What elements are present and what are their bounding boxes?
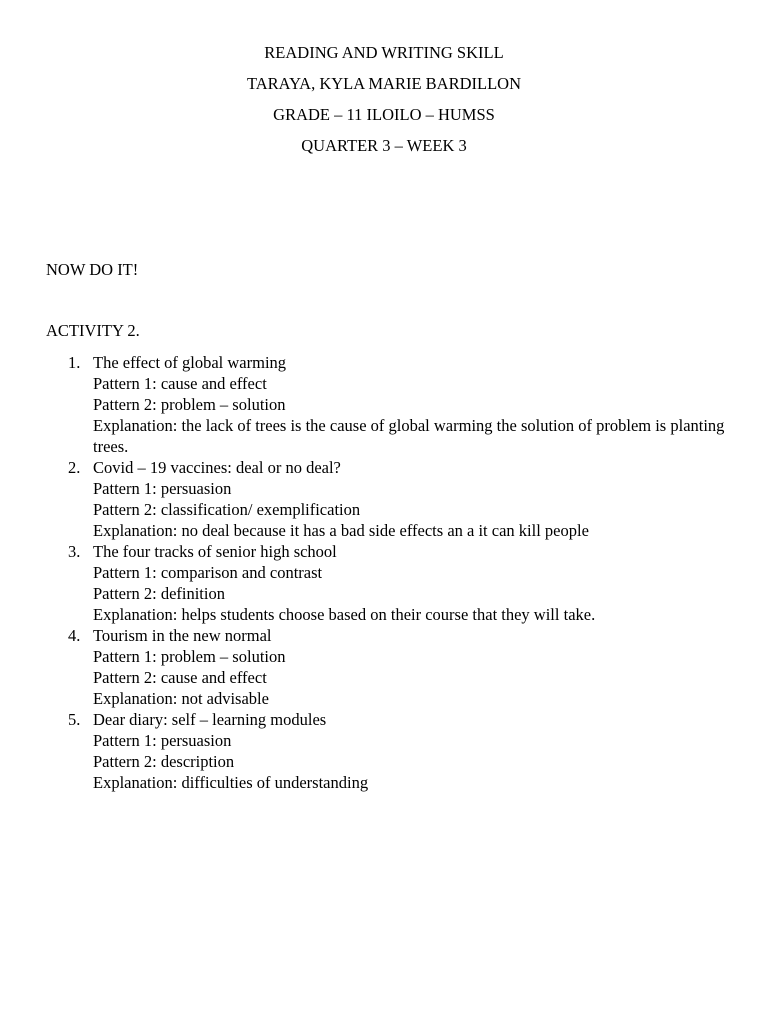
item-number: 4. — [68, 626, 81, 645]
item-explanation: Explanation: not advisable — [93, 689, 269, 708]
item-title: The effect of global warming — [93, 353, 287, 372]
item-pattern-1: Pattern 1: persuasion — [93, 731, 232, 750]
student-name: TARAYA, KYLA MARIE BARDILLON — [247, 74, 521, 93]
item-explanation: Explanation: difficulties of understanding — [93, 773, 369, 792]
subject-heading: READING AND WRITING SKILL — [264, 43, 504, 62]
item-explanation: Explanation: no deal because it has a bad side effects an a it can kill people — [93, 521, 589, 540]
item-explanation: Explanation: helps students choose based on their course that they will take. — [93, 605, 596, 624]
list-item — [68, 352, 728, 457]
item-pattern-1: Pattern 1: comparison and contrast — [93, 563, 323, 582]
item-number: 3. — [68, 542, 81, 561]
item-pattern-1: Pattern 1: problem – solution — [93, 647, 286, 666]
list-item — [68, 625, 728, 709]
item-number: 5. — [68, 710, 81, 729]
item-pattern-2: Pattern 2: definition — [93, 584, 225, 603]
list-item — [68, 541, 728, 625]
item-pattern-2: Pattern 2: description — [93, 752, 235, 771]
item-number: 1. — [68, 353, 81, 372]
item-title: Dear diary: self – learning modules — [93, 710, 327, 729]
item-pattern-2: Pattern 2: classification/ exemplification — [93, 500, 361, 519]
item-title: The four tracks of senior high school — [93, 542, 337, 561]
list-item — [68, 709, 728, 793]
item-explanation: Explanation: the lack of trees is the cause of global warming the solution of problem is planting trees. — [93, 416, 725, 456]
item-pattern-1: Pattern 1: persuasion — [93, 479, 232, 498]
item-pattern-2: Pattern 2: cause and effect — [93, 668, 267, 687]
now-do-it-label: NOW DO IT! — [46, 260, 139, 279]
item-title: Covid – 19 vaccines: deal or no deal? — [93, 458, 341, 477]
quarter-week: QUARTER 3 – WEEK 3 — [301, 136, 467, 155]
list-item — [68, 457, 728, 541]
item-pattern-1: Pattern 1: cause and effect — [93, 374, 267, 393]
item-number: 2. — [68, 458, 81, 477]
item-title: Tourism in the new normal — [93, 626, 272, 645]
grade-section: GRADE – 11 ILOILO – HUMSS — [273, 105, 495, 124]
item-pattern-2: Pattern 2: problem – solution — [93, 395, 286, 414]
activity-title: ACTIVITY 2. — [46, 321, 140, 340]
activity-list — [68, 352, 728, 793]
